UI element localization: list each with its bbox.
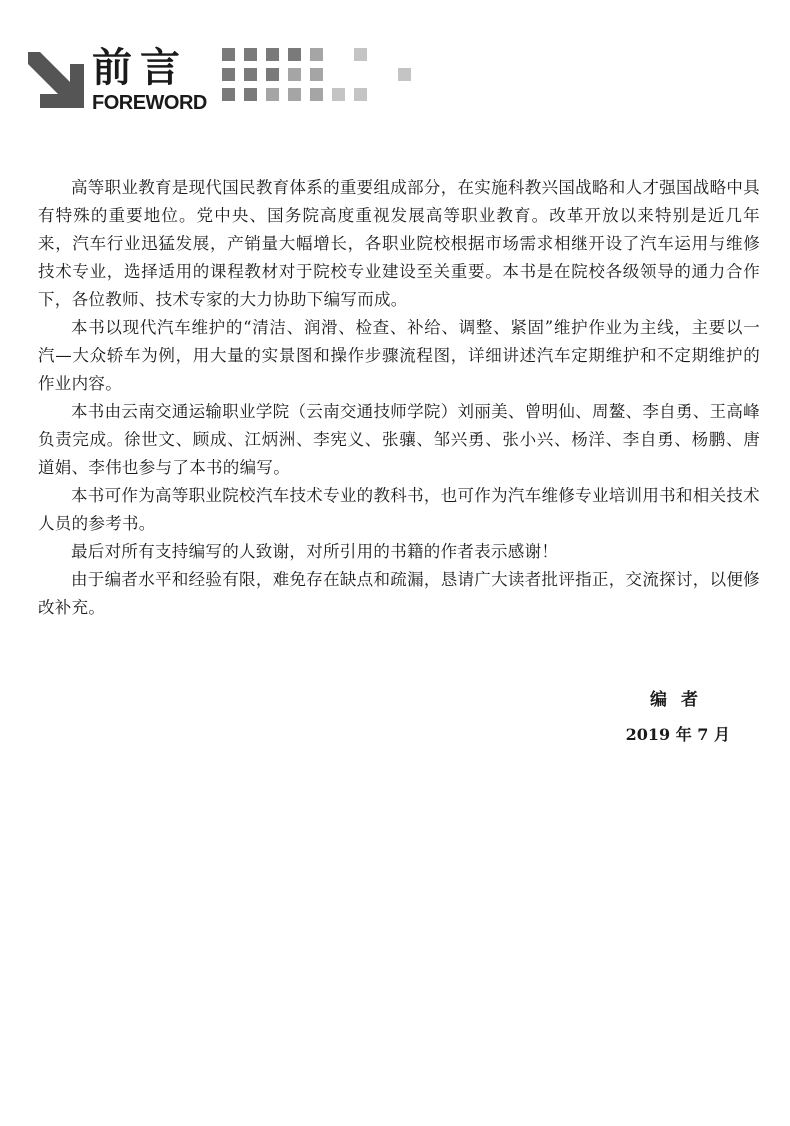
arrow-icon (26, 50, 88, 114)
page-subtitle: FOREWORD (92, 92, 207, 114)
page-title: 前言 (92, 45, 188, 91)
foreword-header (26, 40, 426, 120)
paragraph-4: 本书可作为高等职业院校汽车技术专业的教科书，也可作为汽车维修专业培训用书和相关技术人员的参考书。 (38, 486, 760, 533)
paragraph-3: 本书由云南交通运输职业学院（云南交通技师学院）刘丽美、曾明仙、周鳌、李自勇、王高峰负责完成。徐世文、顾成、江炳洲、李宪义、张骧、邹兴勇、张小兴、杨洋、李自勇、杨鹏、唐道娟、李伟也参与了本书的编写。 (38, 402, 760, 477)
signature-block (590, 686, 730, 750)
paragraph-2: 本书以现代汽车维护的“清洁、润滑、检查、补给、调整、紧固”维护作业为主线，主要以一汽—大众轿车为例，用大量的实景图和操作步骤流程图，详细讲述汽车定期维护和不定期维护的作业内容。 (38, 318, 760, 393)
signature-editor: 编者 (650, 690, 712, 710)
decorative-squares (222, 48, 422, 118)
paragraph-5: 最后对所有支持编写的人致谢，对所引用的书籍的作者表示感谢！ (71, 542, 559, 561)
foreword-body (38, 174, 760, 622)
paragraph-1: 高等职业教育是现代国民教育体系的重要组成部分，在实施科教兴国战略和人才强国战略中具有特殊的重要地位。党中央、国务院高度重视发展高等职业教育。改革开放以来特别是近几年来，汽车行业迅猛发展，产销量大幅增长，各职业院校根据市场需求相继开设了汽车运用与维修技术专业，选择适用的课程教材对于院校专业建设至关重要。本书是在院校各级领导的通力合作下，各位教师、技术专家的大力协助下编写而成。 (38, 178, 760, 309)
paragraph-6: 由于编者水平和经验有限，难免存在缺点和疏漏，恳请广大读者批评指正，交流探讨，以便修改补充。 (38, 570, 760, 617)
signature-date: 2019 年 7 月 (625, 725, 730, 744)
